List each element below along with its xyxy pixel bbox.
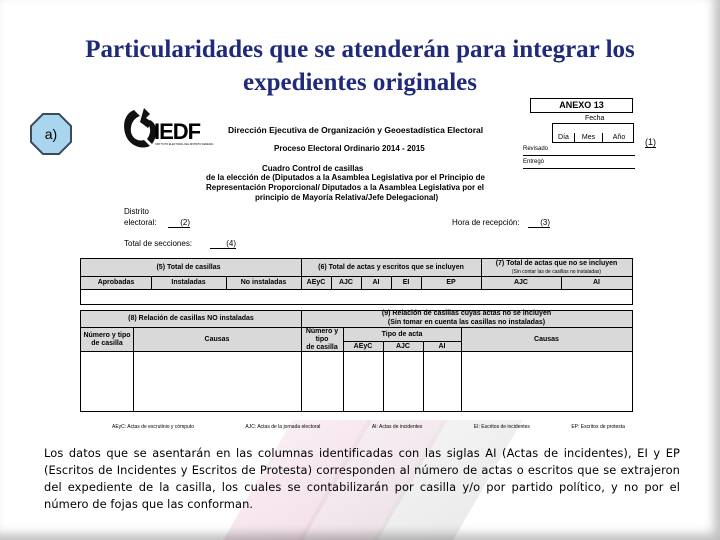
form-heading-2: Proceso Electoral Ordinario 2014 - 2015: [274, 144, 425, 153]
col-num-tipo-2: [301, 328, 343, 352]
abbreviation-notes: [112, 424, 625, 430]
form-heading-1: Dirección Ejecutiva de Organización y Geoestadística Electoral: [228, 125, 484, 135]
description-text: Los datos que se asentarán en las columnas identificadas con las siglas AI (Actas de incidentes), EI y EP (Escritos de Incidentes y Escritos de Protesta) corresponden al número de actas o escritos que se extrajeron del expediente de la casilla, los cuales se contabilizarán por casilla y/o por partido político, y no por el número de fojas que las conforman.: [44, 446, 680, 511]
col-instaladas: Instaladas: [171, 279, 206, 286]
hora-label: Hora de recepción:: [452, 218, 520, 227]
col-ajc-3: AJC: [395, 343, 410, 350]
col-ai-3: AI: [438, 343, 446, 350]
form-heading-6: principio de Mayoría Relativa/Jefe Delegacional): [255, 193, 439, 202]
note-ep: EP: Escritos de protesta: [571, 424, 625, 430]
col-num-tipo-2-line2: tipo: [315, 336, 329, 343]
anio-label: Año: [612, 134, 626, 141]
anexo-label: ANEXO 13: [530, 98, 633, 113]
note-aeyc: AEyC: Actas de escrutinio y cómputo: [112, 424, 194, 430]
col-causas: Causas: [204, 336, 230, 343]
col-aeyc-2: AEyC: [353, 343, 373, 350]
col-aprobadas: Aprobadas: [97, 279, 135, 286]
mes-label: Mes: [575, 133, 603, 143]
col-num-tipo-2-line3: de casilla: [306, 344, 338, 351]
section-7-label: (7) Total de actas que no se incluyen: [495, 260, 618, 267]
section-6-label: (6) Total de actas y escritos que se incluyen: [318, 264, 464, 271]
ref-1: (1): [645, 137, 656, 147]
logo-subtext: INSTITUTO ELECTORAL DEL DISTRITO FEDERAL: [155, 143, 214, 146]
slide-title: [30, 33, 690, 99]
col-ajc-2: AJC: [513, 279, 528, 286]
col-aeyc: AEyC: [306, 279, 326, 286]
col-ai: AI: [372, 279, 380, 286]
totals-table: [80, 258, 633, 305]
form-heading-4: de la elección de (Diputados a la Asamblea Legislativa por el Principio de: [206, 173, 485, 182]
col-num-tipo: Número y tipo de casilla: [83, 332, 131, 347]
col-ai-2: AI: [593, 279, 600, 286]
distrito-label: Distrito: [124, 207, 149, 216]
ref-2: (2): [168, 218, 190, 228]
col-ei: EI: [402, 279, 410, 286]
col-ajc: AJC: [338, 279, 353, 286]
col-num-tipo-2-line1: Número y: [305, 328, 339, 335]
note-ai: AI: Actas de incidentes: [371, 424, 423, 430]
col-tipo-acta: Tipo de acta: [381, 331, 423, 338]
section-9-label: (9) Relación de casillas cuyas actas no se incluyen: [381, 310, 552, 317]
entrego-label: Entregó: [523, 156, 635, 169]
ref-4: (4): [210, 239, 236, 249]
form-heading-3: Cuadro Control de casillas: [262, 164, 364, 173]
logo-wordmark: IEDF: [154, 119, 201, 144]
slide-title-line1: Particularidades que se atenderán para integrar los: [85, 36, 635, 63]
revision-lines: [523, 143, 635, 169]
revisado-label: Revisado: [523, 143, 635, 156]
total-secciones-label: Total de secciones:: [124, 239, 193, 248]
fecha-label: Fecha: [585, 115, 605, 122]
section-7-sublabel: (Sin contar las de casillas no instaladas): [511, 269, 602, 275]
col-no-instaladas: No instaladas: [240, 279, 287, 286]
note-ajc: AJC: Actas de la jornada electoral: [245, 424, 321, 430]
section-5-label: (5) Total de casillas: [156, 264, 221, 271]
electoral-label: electoral:: [124, 218, 157, 227]
col-causas-2: Causas: [534, 336, 559, 343]
ref-3: (3): [528, 218, 550, 228]
relations-table: [80, 310, 633, 412]
badge-label: a): [44, 126, 58, 142]
date-box: [552, 123, 634, 143]
section-8-label: (8) Relación de casillas NO instaladas: [128, 315, 254, 322]
note-ei: EI: Escritos de incidentes: [473, 424, 530, 430]
col-ep: EP: [446, 279, 456, 286]
dia-label: Día: [553, 133, 575, 143]
slide-title-line2: expedientes originales: [242, 69, 477, 96]
section-9-sublabel: (Sin tomar en cuenta las casillas no instaladas): [387, 319, 546, 326]
form-heading-5: Representación Proporcional/ Diputados a la Asamblea Legislativa por el: [206, 183, 485, 192]
